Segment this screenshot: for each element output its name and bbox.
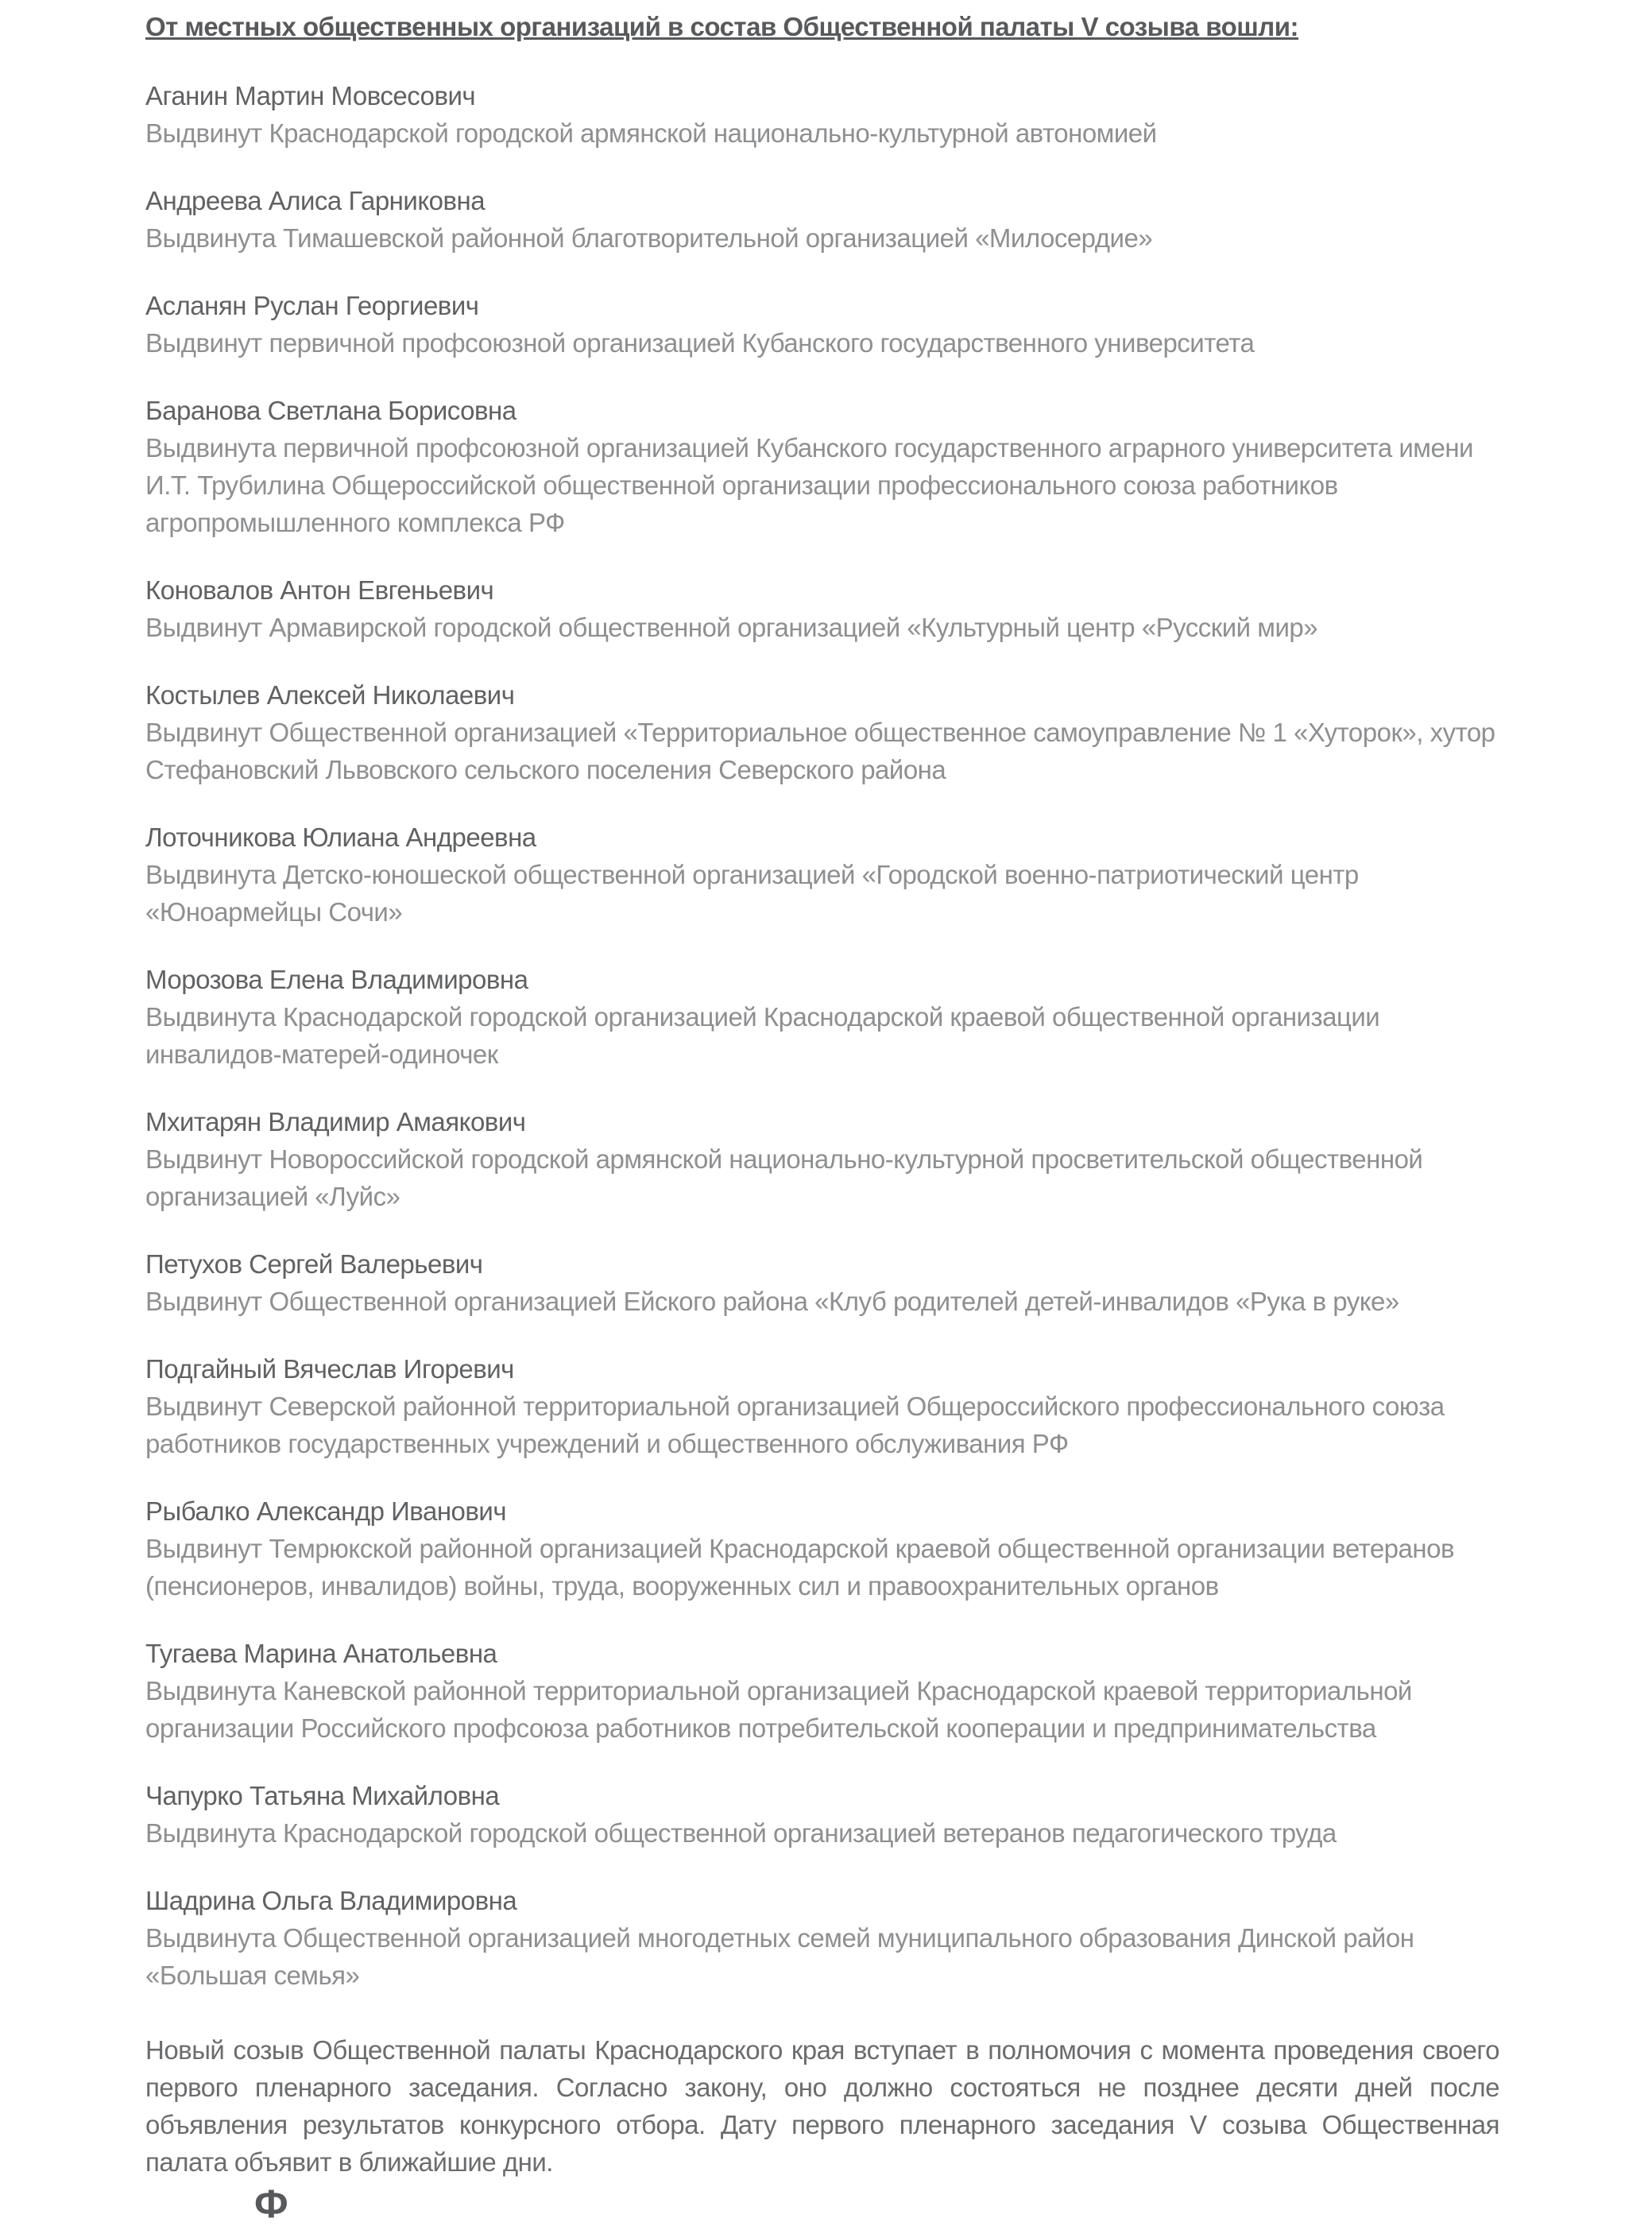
member-nomination: Выдвинута Детско-юношеской общественной организацией «Городской военно-патриотический центр «Юноармейцы Сочи»: [145, 860, 1359, 927]
member-entry: [145, 1245, 1499, 1320]
member-nomination: Выдвинут Краснодарской городской армянской национально-культурной автономией: [145, 118, 1157, 148]
member-name: Петухов Сергей Валерьевич: [145, 1249, 483, 1279]
member-nomination: Выдвинута первичной профсоюзной организацией Кубанского государственного аграрного университета имени И.Т. Трубилина Общероссийской общественной организации профессионального союза работников агропромышленного комплекса РФ: [145, 433, 1473, 537]
member-entry: [145, 287, 1499, 362]
clipped-bottom-glyph: Ф: [254, 2181, 288, 2226]
member-nomination: Выдвинут Общественной организацией Ейского района «Клуб родителей детей-инвалидов «Рука в руке»: [145, 1287, 1399, 1316]
member-name: Коновалов Антон Евгеньевич: [145, 575, 494, 605]
member-entry: [145, 961, 1499, 1073]
member-nomination: Выдвинута Каневской районной территориальной организацией Краснодарской краевой территориальной организации Российского профсоюза работников потребительской кооперации и предпринимательства: [145, 1676, 1412, 1743]
member-name: Андреева Алиса Гарниковна: [145, 186, 486, 215]
member-nomination: Выдвинут Новороссийской городской армянской национально-культурной просветительской общественной организацией «Луйс»: [145, 1144, 1423, 1211]
member-nomination: Выдвинута Тимашевской районной благотворительной организацией «Милосердие»: [145, 223, 1153, 253]
member-name: Морозова Елена Владимировна: [145, 965, 528, 994]
member-entry: [145, 77, 1499, 152]
member-nomination: Выдвинут Общественной организацией «Территориальное общественное самоуправление № 1 «Хуторок», хутор Стефановский Львовского сельского поселения Северского района: [145, 718, 1495, 784]
member-nomination: Выдвинут Темрюкской районной организацией Краснодарской краевой общественной организации ветеранов (пенсионеров, инвалидов) войны, труда, вооруженных сил и правоохранительных органов: [145, 1534, 1454, 1601]
member-name: Тугаева Марина Анатольевна: [145, 1639, 497, 1668]
member-entry: [145, 392, 1499, 541]
member-entry: [145, 1103, 1499, 1215]
member-name: Костылев Алексей Николаевич: [145, 680, 515, 710]
article-body: [145, 8, 1499, 2181]
member-name: Подгайный Вячеслав Игоревич: [145, 1354, 514, 1384]
member-entry: [145, 819, 1499, 931]
member-entry: [145, 1777, 1499, 1852]
member-entry: [145, 182, 1499, 257]
members-list: [145, 77, 1499, 1994]
member-entry: [145, 1350, 1499, 1462]
member-entry: [145, 1635, 1499, 1747]
member-entry: [145, 1882, 1499, 1994]
member-nomination: Выдвинута Общественной организацией многодетных семей муниципального образования Динской район «Большая семья»: [145, 1923, 1414, 1990]
member-name: Асланян Руслан Георгиевич: [145, 291, 479, 320]
member-name: Лоточникова Юлиана Андреевна: [145, 823, 536, 852]
member-nomination: Выдвинут Северской районной территориальной организацией Общероссийского профессионального союза работников государственных учреждений и общественного обслуживания РФ: [145, 1392, 1445, 1458]
member-nomination: Выдвинута Краснодарской городской общественной организацией ветеранов педагогического труда: [145, 1818, 1337, 1848]
member-entry: [145, 571, 1499, 646]
member-entry: [145, 676, 1499, 788]
member-name: Шадрина Ольга Владимировна: [145, 1886, 517, 1915]
section-heading: От местных общественных организаций в состав Общественной палаты V созыва вошли:: [145, 12, 1298, 41]
member-name: Чапурко Татьяна Михайловна: [145, 1781, 500, 1810]
member-name: Аганин Мартин Мовсесович: [145, 81, 476, 110]
member-name: Мхитарян Владимир Амаякович: [145, 1107, 526, 1136]
member-nomination: Выдвинут первичной профсоюзной организацией Кубанского государственного университета: [145, 328, 1255, 358]
member-nomination: Выдвинут Армавирской городской общественной организацией «Культурный центр «Русский мир»: [145, 613, 1318, 642]
member-name: Рыбалко Александр Иванович: [145, 1496, 507, 1526]
member-entry: [145, 1492, 1499, 1605]
member-nomination: Выдвинута Краснодарской городской организацией Краснодарской краевой общественной организации инвалидов-матерей-одиночек: [145, 1002, 1380, 1069]
closing-paragraph: Новый созыв Общественной палаты Краснодарского края вступает в полномочия с момента проведения своего первого пленарного заседания. Согласно закону, оно должно состояться не позднее десяти дней после объявления результатов конкурсного отбора. Дату первого пленарного заседания V созыва Общественная палата объявит в ближайшие дни.: [145, 2035, 1499, 2177]
member-name: Баранова Светлана Борисовна: [145, 396, 516, 425]
